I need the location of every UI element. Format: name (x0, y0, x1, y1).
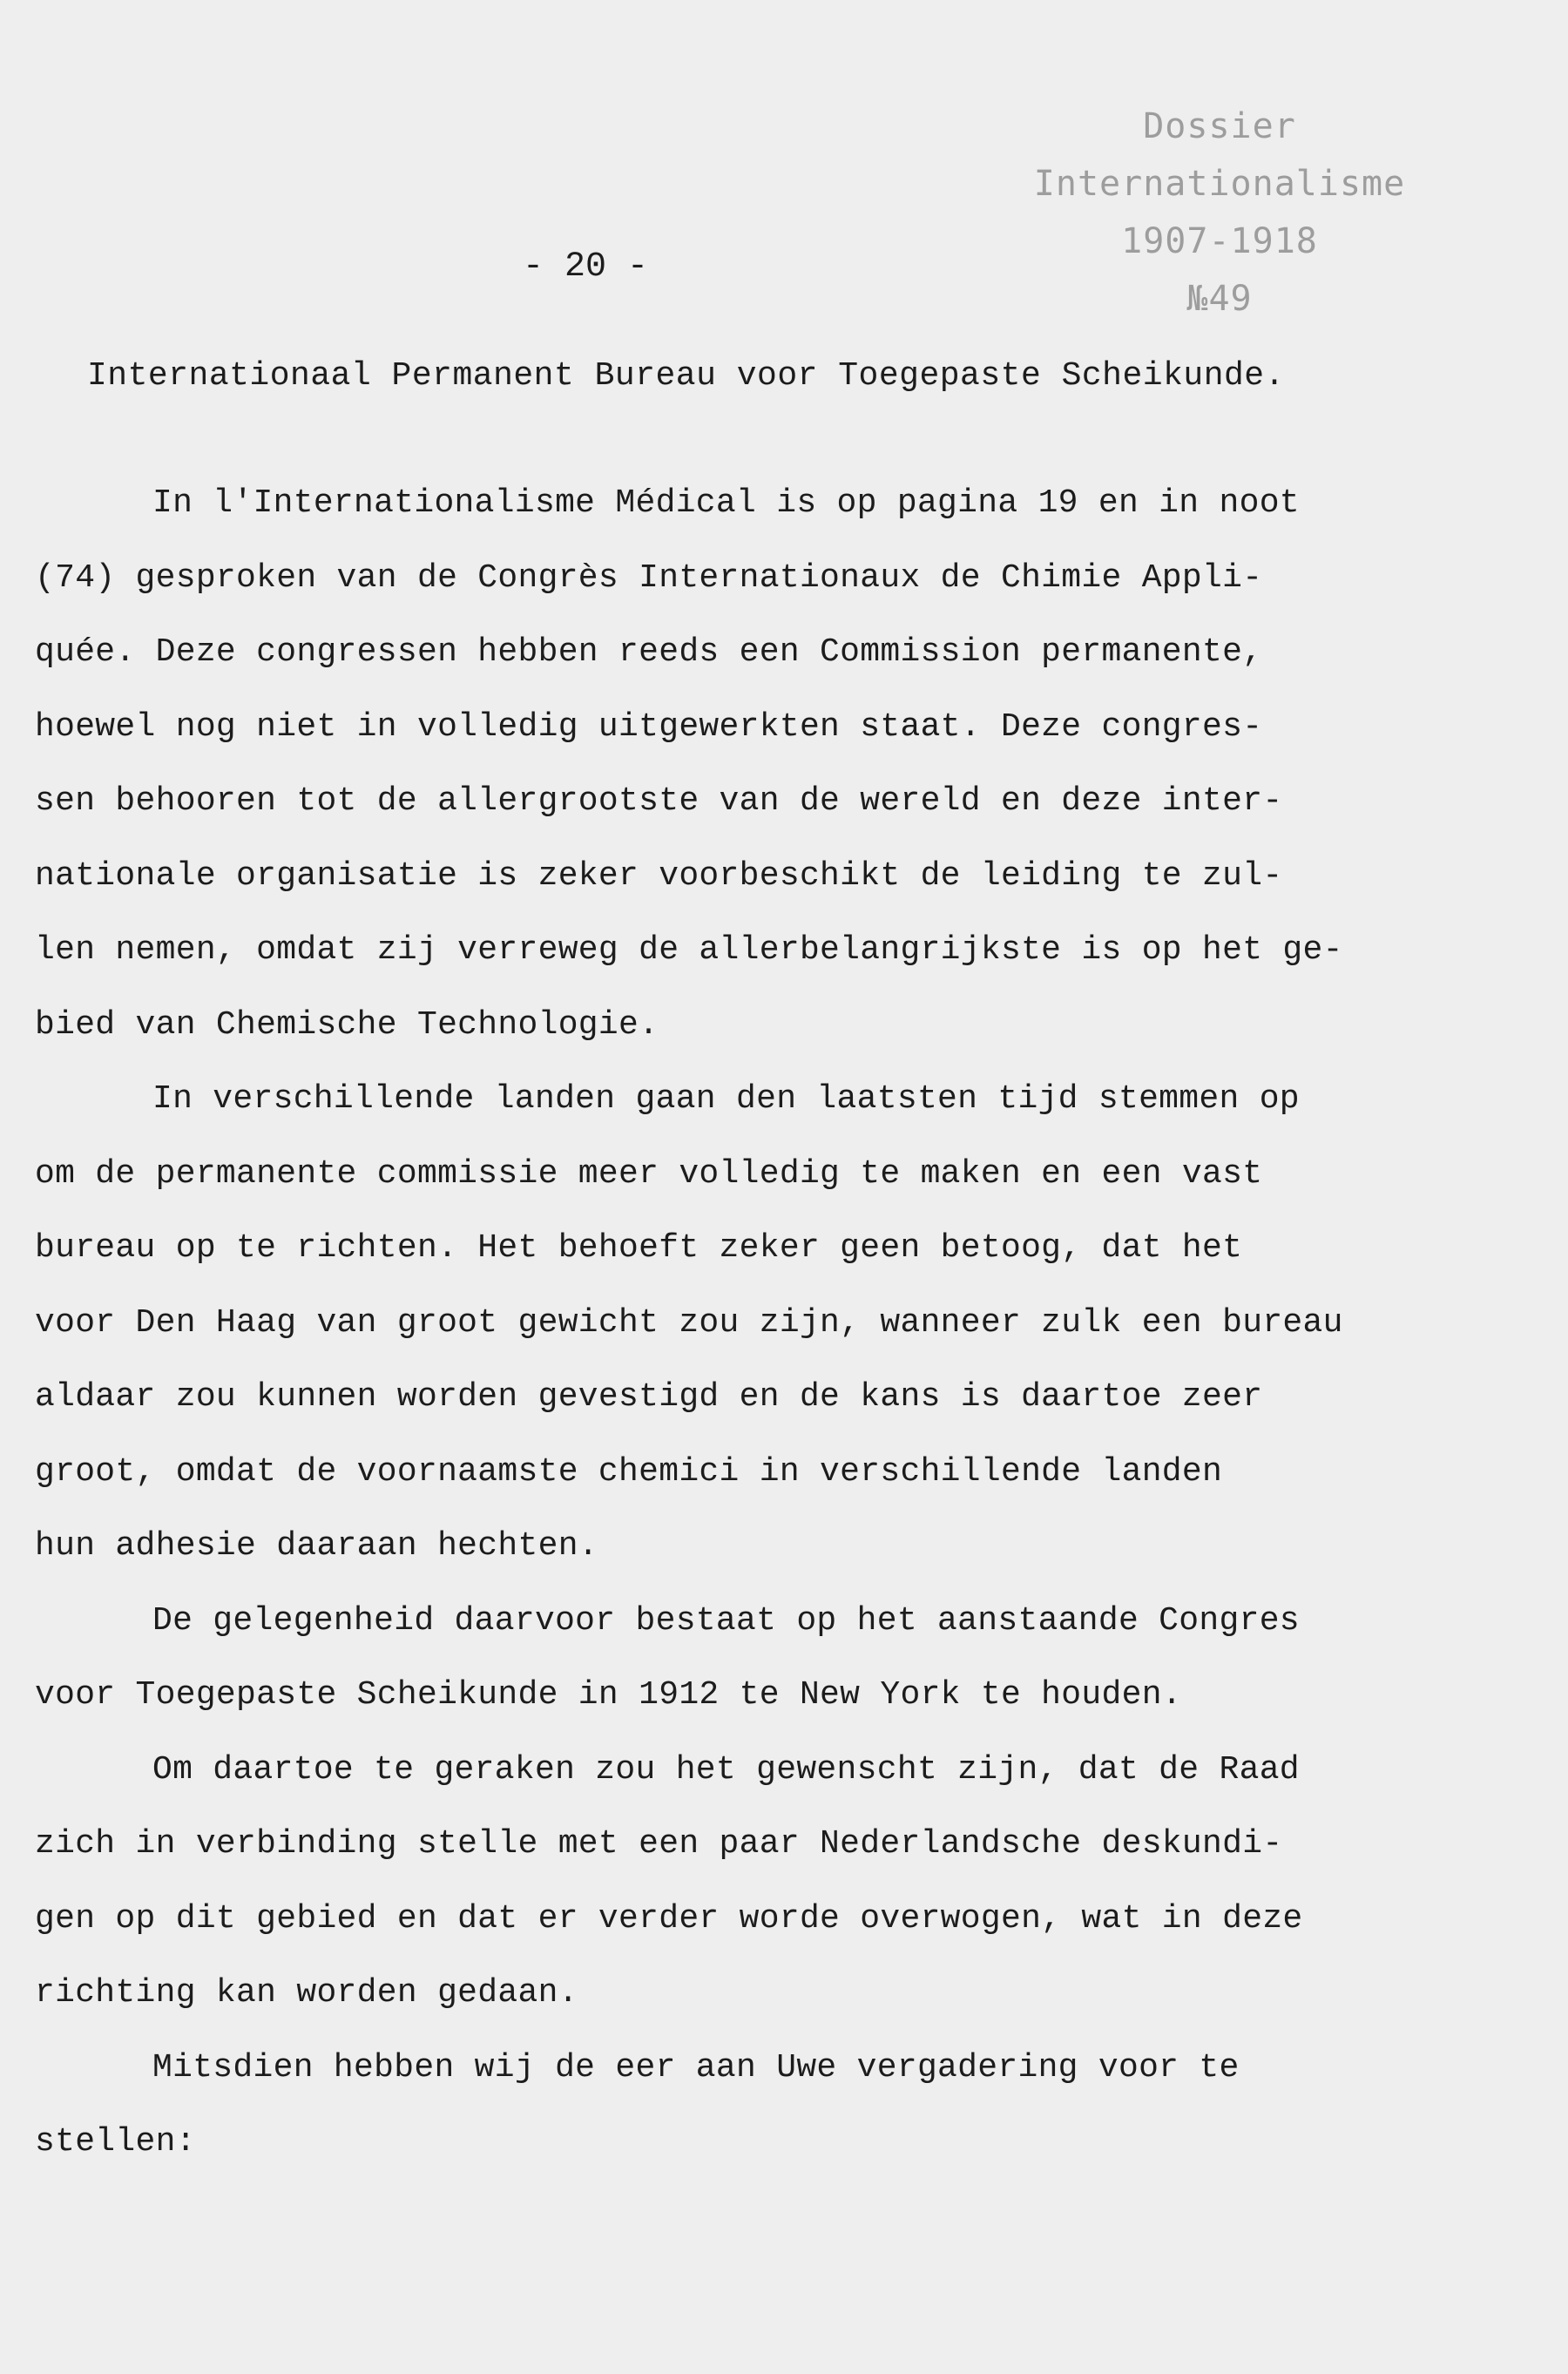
text-line: De gelegenheid daarvoor bestaat op het aanstaande Congres (152, 1601, 1300, 1640)
text-line: stellen: (35, 2123, 196, 2161)
paragraph-3 (35, 1584, 1481, 1733)
page-number: - 20 - (523, 247, 649, 287)
text-line: (74) gesproken van de Congrès Internationaux de Chimie Appli- (35, 558, 1263, 597)
text-line: voor Den Haag van groot gewicht zou zijn, wanneer zulk een bureau (35, 1303, 1343, 1342)
text-line: groot, omdat de voornaamste chemici in verschillende landen (35, 1452, 1223, 1491)
stamp-line-dossier: Dossier (1143, 106, 1296, 146)
text-line: len nemen, omdat zij verreweg de allerbelangrijkste is op het ge- (35, 931, 1343, 969)
text-line: richting kan worden gedaan. (35, 1974, 578, 2012)
archive-stamp (1010, 98, 1429, 328)
text-line: Mitsdien hebben wij de eer aan Uwe vergadering voor te (152, 2048, 1240, 2087)
text-line: zich in verbinding stelle met een paar Nederlandsche deskundi- (35, 1825, 1283, 1863)
text-line: sen behooren tot de allergrootste van de wereld en deze inter- (35, 782, 1283, 820)
text-line: bureau op te richten. Het behoeft zeker geen betoog, dat het (35, 1229, 1243, 1267)
paragraph-4 (35, 1733, 1481, 2031)
paragraph-5 (35, 2031, 1481, 2180)
text-line: om de permanente commissie meer volledig te maken en een vast (35, 1154, 1263, 1193)
text-line: aldaar zou kunnen worden gevestigd en de kans is daartoe zeer (35, 1378, 1263, 1416)
text-line: bied van Chemische Technologie. (35, 1005, 659, 1044)
text-line: gen op dit gebied en dat er verder worde overwogen, wat in deze (35, 1899, 1303, 1938)
paragraph-1 (35, 466, 1481, 1062)
text-line: In l'Internationalisme Médical is op pagina 19 en in noot (152, 484, 1300, 522)
text-line: hoewel nog niet in volledig uitgewerkten staat. Deze congres- (35, 707, 1263, 746)
stamp-line-years: 1907-1918 (1121, 221, 1318, 261)
text-line: Om daartoe te geraken zou het gewenscht zijn, dat de Raad (152, 1750, 1300, 1789)
text-line: hun adhesie daaraan hechten. (35, 1527, 598, 1565)
paragraph-2 (35, 1062, 1481, 1584)
text-line: voor Toegepaste Scheikunde in 1912 te New York te houden. (35, 1676, 1182, 1714)
document-heading: Internationaal Permanent Bureau voor Toegepaste Scheikunde. (87, 357, 1285, 395)
text-line: nationale organisatie is zeker voorbeschikt de leiding te zul- (35, 856, 1283, 895)
text-line: quée. Deze congressen hebben reeds een Commission permanente, (35, 633, 1263, 671)
body-text (35, 466, 1481, 2180)
stamp-line-collection: Internationalisme (1033, 164, 1406, 204)
stamp-line-number: №49 (1186, 279, 1253, 319)
text-line: In verschillende landen gaan den laatsten tijd stemmen op (152, 1080, 1300, 1118)
